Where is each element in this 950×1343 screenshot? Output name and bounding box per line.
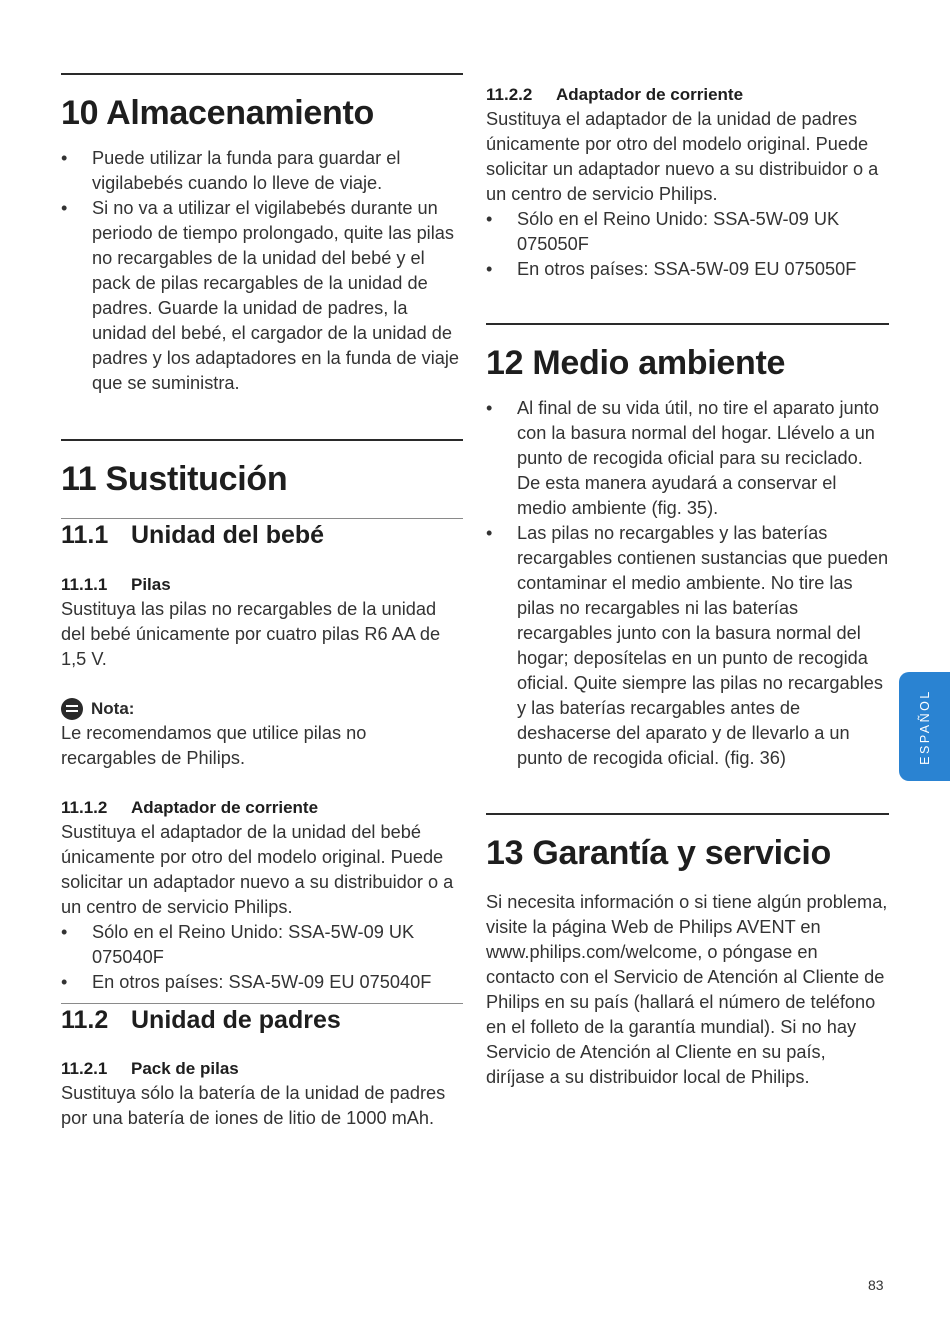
subsection-11-1-heading — [61, 520, 463, 550]
note-label: Nota: — [91, 699, 135, 718]
section-11-heading: 11 Sustitución — [61, 460, 288, 498]
note-icon — [61, 698, 83, 720]
subsection-divider — [61, 518, 463, 519]
language-tab — [899, 672, 950, 781]
subsection-11-2-heading — [61, 1005, 463, 1035]
left-column — [61, 73, 463, 1131]
adapter-list — [61, 920, 463, 995]
list-item: • Sólo en el Reino Unido: SSA-5W-09 UK 075050F — [486, 207, 889, 257]
subsubsection-number: 11.1.1 — [61, 575, 108, 594]
paragraph: Sustituya el adaptador de la unidad del bebé únicamente por otro del modelo original. Puede solicitar un adaptador nuevo a su distribuidor o a un centro de servicio Philips. — [61, 822, 454, 917]
list-item: • En otros países: SSA-5W-09 EU 075050F — [486, 257, 889, 282]
list-item: • Puede utilizar la funda para guardar el vigilabebés cuando lo lleve de viaje. — [61, 146, 463, 196]
section-13-heading: 13 Garantía y servicio — [486, 834, 831, 872]
subsubsection-number: 11.2.2 — [486, 85, 533, 104]
list-item: • En otros países: SSA-5W-09 EU 075040F — [61, 970, 463, 995]
subsection-number: 11.1 — [61, 521, 109, 549]
adapter-list — [486, 207, 889, 282]
subsection-title: Unidad del bebé — [131, 521, 325, 549]
subsubsection-number: 11.2.1 — [61, 1059, 108, 1078]
subsubsection-title: Pilas — [131, 575, 171, 594]
subsection-title: Unidad de padres — [131, 1006, 341, 1034]
page-number: 83 — [868, 1277, 884, 1293]
subsubsection-11-1-2-heading — [61, 795, 463, 820]
section-10-list — [61, 146, 463, 396]
subsubsection-11-1-1-heading — [61, 572, 463, 597]
note-heading — [61, 696, 463, 721]
section-12-heading: 12 Medio ambiente — [486, 344, 786, 382]
subsubsection-title: Adaptador de corriente — [556, 85, 744, 104]
list-item: • Sólo en el Reino Unido: SSA-5W-09 UK 075040F — [61, 920, 463, 970]
list-item: • Al final de su vida útil, no tire el aparato junto con la basura normal del hogar. Llévelo a un punto de recogida oficial para su reciclado. De esta manera ayudará a conservar el medio ambiente (fig. 35). — [486, 396, 889, 521]
right-column — [486, 82, 889, 1090]
section-divider — [486, 813, 889, 815]
paragraph: Sustituya el adaptador de la unidad de padres únicamente por otro del modelo original. Puede solicitar un adaptador nuevo a su distribuidor o a un centro de servicio Philips. — [486, 109, 879, 204]
language-tab-label: ESPAÑOL — [917, 688, 932, 765]
section-12-list — [486, 396, 889, 771]
paragraph: Sustituya las pilas no recargables de la unidad del bebé únicamente por cuatro pilas R6 AA de 1,5 V. — [61, 599, 441, 669]
paragraph: Si necesita información o si tiene algún problema, visite la página Web de Philips AVENT en www.philips.com/welcome, o póngase en contacto con el Servicio de Atención al Cliente de Philips en su país (hallará el número de teléfono en el folleto de la garantía mundial). Si no hay Servicio de Atención al Cliente en su país, diríjase a su distribuidor local de Philips. — [486, 892, 888, 1087]
subsubsection-11-2-1-heading — [61, 1056, 463, 1081]
paragraph: Sustituya sólo la batería de la unidad de padres por una batería de iones de litio de 1000 mAh. — [61, 1083, 446, 1128]
subsubsection-number: 11.1.2 — [61, 798, 108, 817]
subsubsection-11-2-2-heading — [486, 82, 889, 107]
list-item: • Las pilas no recargables y las baterías recargables contienen sustancias que pueden contaminar el medio ambiente. No tire las pilas no recargables ni las baterías recargables junto con la basura normal del hogar; deposítelas en un punto de recogida oficial. Quite siempre las pilas no recargables y las baterías recargables antes de deshacerse del aparato y de llevarlo a un punto de recogida oficial. (fig. 36) — [486, 521, 889, 771]
subsubsection-title: Pack de pilas — [131, 1059, 239, 1078]
section-10-heading: 10 Almacenamiento — [61, 94, 374, 132]
subsubsection-title: Adaptador de corriente — [131, 798, 319, 817]
section-divider — [61, 439, 463, 441]
note-text: Le recomendamos que utilice pilas no recargables de Philips. — [61, 723, 367, 768]
list-item: • Si no va a utilizar el vigilabebés durante un periodo de tiempo prolongado, quite las pilas no recargables de la unidad del bebé y el pack de pilas recargables de la unidad de padres. Guarde la unidad de padres, la unidad del bebé, el cargador de la unidad de padres y los adaptadores en la funda de viaje que se suministra. — [61, 196, 463, 396]
subsection-number: 11.2 — [61, 1006, 109, 1034]
subsection-divider — [61, 1003, 463, 1004]
section-divider — [61, 73, 463, 75]
section-divider — [486, 323, 889, 325]
